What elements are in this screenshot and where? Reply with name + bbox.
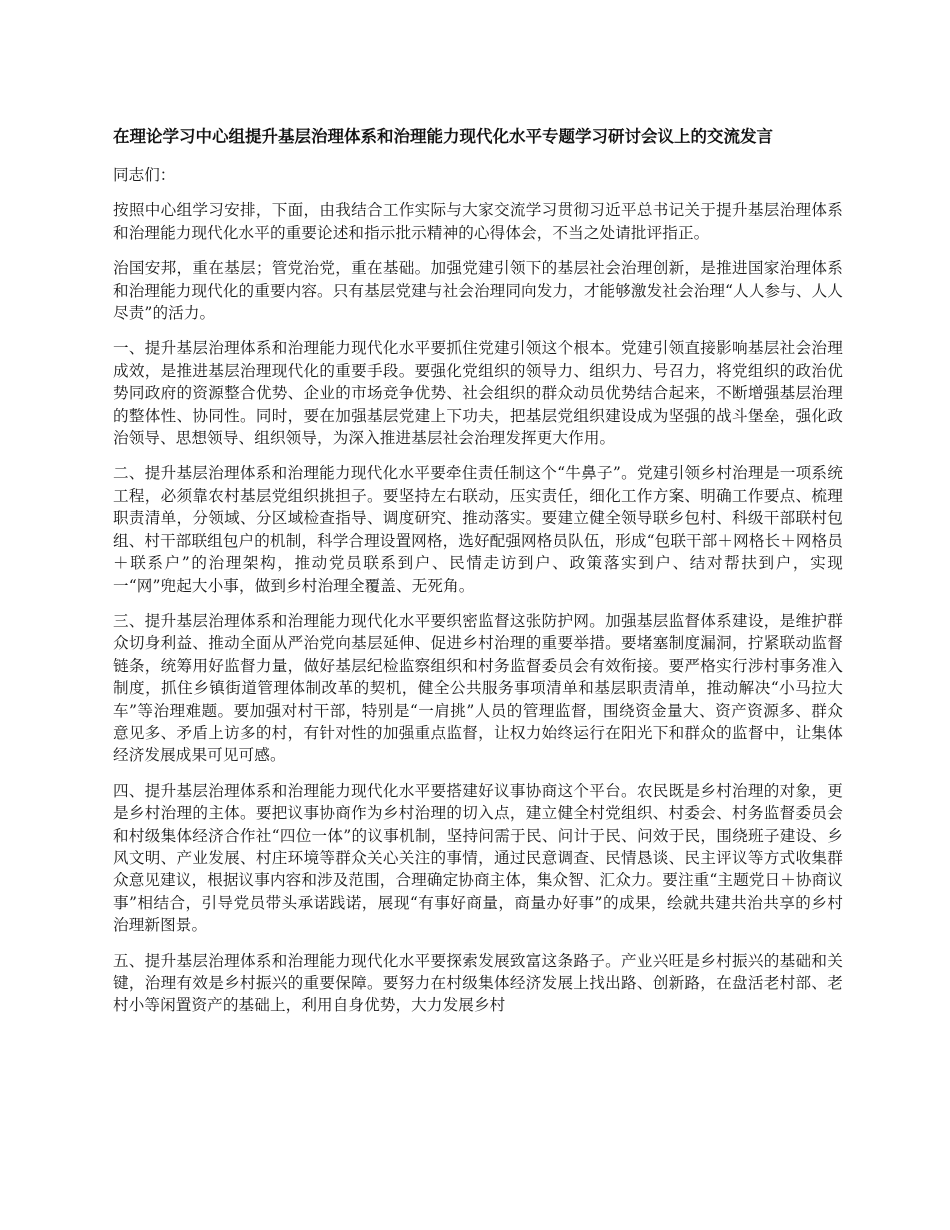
paragraph-section-2: 二、提升基层治理体系和治理能力现代化水平要牵住责任制这个“牛鼻子”。党建引领乡村治理是一项系统工程，必须靠农村基层党组织挑担子。要坚持左右联动，压实责任，细化工作方案、明确工作要点、梳理职责清单，分领域、分区域检查指导、调度研究、推动落实。要建立健全领导联乡包村、科级干部联村包组、村干部联组包户的机制，科学合理设置网格，选好配强网格员队伍，形成“包联干部＋网格长＋网格员＋联系户”的治理架构，推动党员联系到户、民情走访到户、政策落实到户、结对帮扶到户，实现一“网”兜起大小事，做到乡村治理全覆盖、无死角。: [113, 464, 843, 595]
paragraph-section-5: 五、提升基层治理体系和治理能力现代化水平要探索发展致富这条路子。产业兴旺是乡村振兴的基础和关键，治理有效是乡村振兴的重要保障。要努力在村级集体经济发展上找出路、创新路，在盘活老村部、老村小等闲置资产的基础上，利用自身优势，大力发展乡村: [113, 951, 843, 1015]
paragraph-section-4: 四、提升基层治理体系和治理能力现代化水平要搭建好议事协商这个平台。农民既是乡村治理的对象，更是乡村治理的主体。要把议事协商作为乡村治理的切入点，建立健全村党组织、村委会、村务监督委员会和村级集体经济合作社“四位一体”的议事机制，坚持问需于民、问计于民、问效于民，围绕班子建设、乡风文明、产业发展、村庄环境等群众关心关注的事情，通过民意调查、民情恳谈、民主评议等方式收集群众意见建议，根据议事内容和涉及范围，合理确定协商主体，集众智、汇众力。要注重“主题党日＋协商议事”相结合，引导党员带头承诺践诺，展现“有事好商量，商量办好事”的成果，绘就共建共治共享的乡村治理新图景。: [113, 781, 843, 935]
paragraph-intro: 按照中心组学习安排，下面，由我结合工作实际与大家交流学习贯彻习近平总书记关于提升基层治理体系和治理能力现代化水平的重要论述和指示批示精神的心得体会，不当之处请批评指正。: [113, 201, 843, 242]
paragraph-section-3: 三、提升基层治理体系和治理能力现代化水平要织密监督这张防护网。加强基层监督体系建设，是维护群众切身利益、推动全面从严治党向基层延伸、促进乡村治理的重要举措。要堵塞制度漏洞，拧紧联动监督链条，统筹用好监督力量，做好基层纪检监察组织和村务监督委员会有效衔接。要严格实行涉村事务准入制度，抓住乡镇街道管理体制改革的契机，健全公共服务事项清单和基层职责清单，推动解决“小马拉大车”等治理难题。要加强对村干部，特别是“一肩挑”人员的管理监督，围绕资金量大、资产资源多、群众意见多、矛盾上访多的村，有针对性的加强重点监督，让权力始终运行在阳光下和群众的监督中，让集体经济发展成果可见可感。: [113, 611, 843, 765]
document-title: 在理论学习中心组提升基层治理体系和治理能力现代化水平专题学习研讨会议上的交流发言: [113, 127, 773, 146]
salutation: 同志们：: [113, 166, 176, 184]
paragraph-section-1: 一、提升基层治理体系和治理能力现代化水平要抓住党建引领这个根本。党建引领直接影响基层社会治理成效，是推进基层治理现代化的重要手段。要强化党组织的领导力、组织力、号召力，将党组织的政治优势同政府的资源整合优势、企业的市场竞争优势、社会组织的群众动员优势结合起来，不断增强基层治理的整体性、协同性。同时，要在加强基层党建上下功夫，把基层党组织建设成为坚强的战斗堡垒，强化政治领导、思想领导、组织领导，为深入推进基层社会治理发挥更大作用。: [113, 339, 843, 448]
document-page: [113, 126, 843, 1030]
paragraph-preface: 治国安邦，重在基层；管党治党，重在基础。加强党建引领下的基层社会治理创新，是推进国家治理体系和治理能力现代化的重要内容。只有基层党建与社会治理同向发力，才能够激发社会治理“人人参与、人人尽责”的活力。: [113, 259, 843, 323]
